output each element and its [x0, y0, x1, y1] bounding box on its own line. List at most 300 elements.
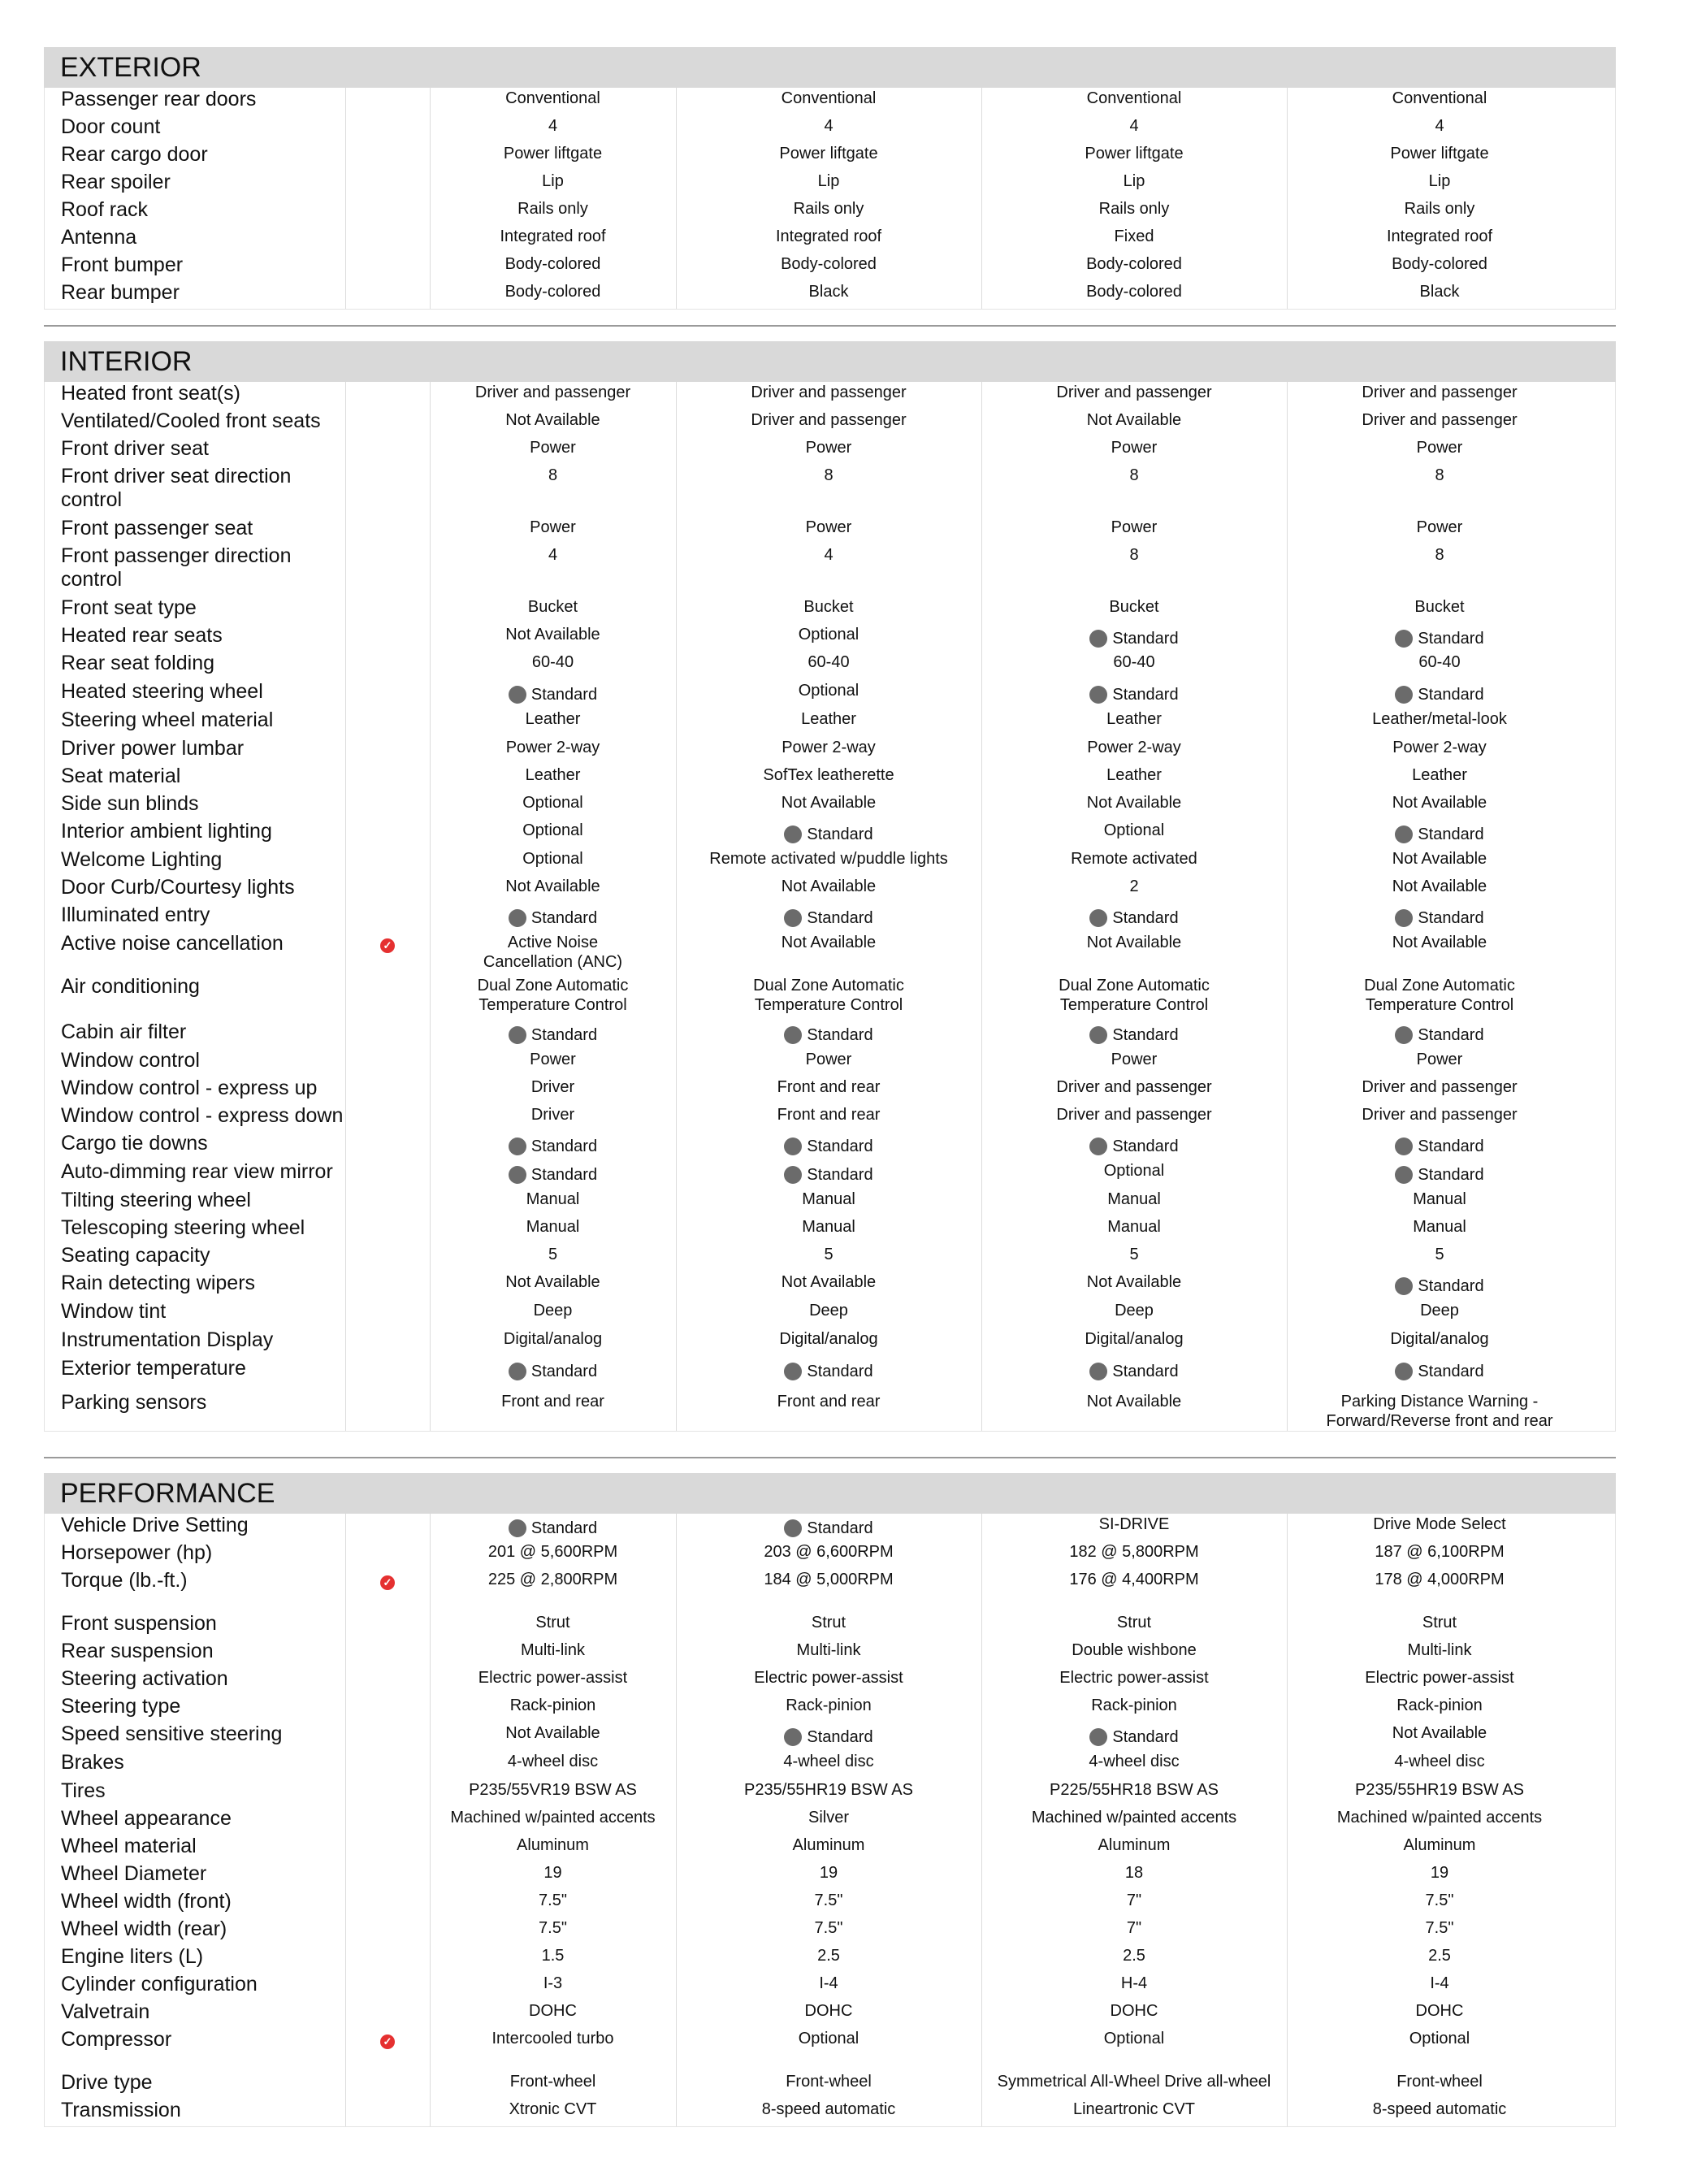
table-cell: Multi-link: [796, 1641, 861, 1659]
marker-cell: [345, 820, 430, 826]
marker-cell: [345, 1020, 430, 1027]
standard-indicator: [784, 821, 872, 844]
marker-cell: [345, 115, 430, 122]
standard-label: Standard: [1112, 909, 1179, 927]
table-cell: Optional: [522, 850, 583, 868]
table-cell: 201 @ 5,600RPM: [487, 1543, 618, 1561]
standard-dot-icon: [1395, 1363, 1413, 1380]
standard-indicator: [784, 1021, 872, 1045]
table-cell: 225 @ 2,800RPM: [487, 1571, 618, 1588]
table-cell: [981, 1020, 1287, 1049]
table-cell: [1287, 680, 1592, 708]
table-row: [45, 2028, 1615, 2071]
table-cell: Not Available: [1086, 1273, 1182, 1291]
row-label: Steering wheel material: [61, 708, 274, 731]
standard-label: Standard: [807, 1728, 873, 1746]
table-row: [45, 1890, 1615, 1918]
table-row: [45, 1272, 1615, 1300]
column-divider: [981, 88, 982, 309]
table-cell: [1287, 1357, 1592, 1385]
marker-cell: [345, 975, 430, 982]
row-label: Rain detecting wipers: [61, 1272, 256, 1294]
standard-dot-icon: [509, 909, 526, 927]
standard-dot-icon: [1089, 1363, 1107, 1380]
table-cell: Power: [1111, 1051, 1158, 1068]
table-cell: Body-colored: [504, 255, 601, 273]
column-divider: [676, 1514, 677, 2126]
marker-cell: [345, 1890, 430, 1896]
table-row: [45, 596, 1615, 624]
standard-label: Standard: [1112, 1138, 1179, 1155]
table-cell: Not Available: [1392, 1724, 1487, 1742]
standard-label: Standard: [1112, 1728, 1179, 1746]
table-cell: 60-40: [1113, 653, 1155, 671]
table-row: [45, 1514, 1615, 1541]
row-label: Side sun blinds: [61, 792, 199, 815]
row-label: Front driver seat direction control: [61, 465, 292, 511]
marker-cell: [345, 1541, 430, 1548]
table-row: [45, 1300, 1615, 1328]
table-cell: Symmetrical All-Wheel Drive all-wheel: [997, 2073, 1271, 2091]
table-cell: Driver and passenger: [474, 384, 631, 401]
table-cell: 2: [1129, 878, 1139, 895]
table-row: [45, 820, 1615, 848]
table-cell: Strut: [1116, 1614, 1152, 1632]
table-cell: 4-wheel disc: [783, 1753, 874, 1770]
row-label: Transmission: [61, 2099, 181, 2121]
row-label: Wheel appearance: [61, 1807, 232, 1830]
table-cell: Manual: [1413, 1218, 1466, 1236]
marker-cell: [345, 382, 430, 388]
standard-indicator: [509, 1514, 597, 1538]
table-cell: [430, 1020, 676, 1049]
table-cell: Power liftgate: [503, 145, 603, 162]
column-divider: [981, 382, 982, 1431]
table-row: [45, 226, 1615, 254]
table-cell: Rack-pinion: [786, 1696, 872, 1714]
row-label: Tilting steering wheel: [61, 1189, 251, 1211]
table-cell: Front and rear: [777, 1393, 881, 1410]
table-cell: Optional: [798, 626, 859, 644]
section-performance: [44, 1473, 1616, 2127]
table-cell: Xtronic CVT: [509, 2100, 597, 2118]
table-cell: 60-40: [1418, 653, 1461, 671]
standard-label: Standard: [530, 1026, 598, 1044]
table-cell: Integrated roof: [1386, 228, 1493, 245]
standard-indicator: [1395, 1358, 1483, 1381]
table-cell: Driver and passenger: [751, 411, 907, 429]
standard-indicator: [784, 904, 872, 928]
table-cell: Power: [805, 1051, 852, 1068]
marker-cell: [345, 1779, 430, 1786]
row-label: Front passenger direction control: [61, 544, 292, 591]
table-row: [45, 1973, 1615, 2000]
table-cell: Rails only: [793, 200, 864, 218]
table-cell: 1.5: [541, 1947, 565, 1965]
table-cell: Power: [530, 439, 576, 457]
row-label: Front passenger seat: [61, 517, 253, 540]
standard-dot-icon: [1395, 1277, 1413, 1295]
marker-cell: [345, 1667, 430, 1674]
table-cell: Dual Zone Automatic Temperature Control: [753, 977, 904, 1014]
table-cell: [1287, 1020, 1592, 1049]
column-divider: [1287, 88, 1288, 309]
standard-indicator: [509, 1021, 597, 1045]
row-label: Parking sensors: [61, 1391, 207, 1414]
table-cell: [676, 1357, 981, 1385]
table-cell: [676, 1020, 981, 1049]
marker-cell: [345, 1722, 430, 1729]
column-divider: [676, 88, 677, 309]
marker-cell: [345, 680, 430, 687]
marker-cell: [345, 1391, 430, 1398]
table-cell: Leather: [525, 710, 581, 728]
standard-indicator: [784, 1514, 872, 1538]
column-divider: [1287, 1514, 1288, 2126]
standard-label: Standard: [807, 1138, 873, 1155]
row-label: Rear seat folding: [61, 652, 215, 674]
table-row: [45, 932, 1615, 975]
marker-cell: [345, 1640, 430, 1646]
marker-cell: [345, 410, 430, 416]
standard-label: Standard: [807, 1519, 873, 1537]
table-cell: Not Available: [505, 878, 600, 895]
standard-indicator: [784, 1723, 872, 1747]
table-cell: 8: [1435, 466, 1444, 484]
standard-indicator: [1089, 1021, 1178, 1045]
table-row: [45, 1640, 1615, 1667]
table-cell: Driver: [530, 1078, 575, 1096]
standard-indicator: [1395, 1272, 1483, 1296]
row-label: Drive type: [61, 2071, 153, 2094]
table-cell: 8: [824, 466, 834, 484]
standard-label: Standard: [1112, 1363, 1179, 1380]
standard-label: Standard: [1418, 1138, 1484, 1155]
marker-cell: [345, 1695, 430, 1701]
section-title: PERFORMANCE: [44, 1473, 1616, 1514]
table-cell: Strut: [811, 1614, 846, 1632]
row-label: Auto-dimming rear view mirror: [61, 1160, 333, 1183]
table-cell: Black: [1419, 283, 1460, 301]
table-row: [45, 1779, 1615, 1807]
marker-cell: [345, 1357, 430, 1363]
standard-label: Standard: [1418, 1026, 1484, 1044]
table-cell: Aluminum: [792, 1836, 865, 1854]
marker-cell: [345, 624, 430, 630]
table-row: [45, 544, 1615, 596]
standard-label: Standard: [807, 909, 873, 927]
table-cell: SofTex leatherette: [763, 766, 894, 784]
section-divider: [44, 325, 1616, 327]
marker-cell: [345, 517, 430, 523]
marker-cell: [345, 88, 430, 94]
table-cell: Manual: [802, 1218, 855, 1236]
table-cell: [676, 820, 981, 848]
table-cell: Bucket: [527, 598, 578, 616]
column-divider: [1287, 382, 1288, 1431]
table-cell: Power 2-way: [1087, 739, 1181, 756]
standard-label: Standard: [807, 1363, 873, 1380]
table-cell: Not Available: [1086, 934, 1182, 951]
table-cell: 5: [1435, 1246, 1444, 1263]
table-cell: [430, 680, 676, 708]
table-cell: Multi-link: [521, 1641, 585, 1659]
table-cell: [1287, 1272, 1592, 1300]
standard-indicator: [509, 1133, 597, 1156]
table-cell: Driver and passenger: [1056, 384, 1212, 401]
standard-indicator: [1395, 904, 1483, 928]
table-cell: Electric power-assist: [1059, 1669, 1209, 1687]
table-cell: Not Available: [1392, 850, 1487, 868]
row-label: Engine liters (L): [61, 1945, 204, 1968]
marker-cell: [345, 281, 430, 288]
table-cell: Optional: [1103, 1162, 1165, 1180]
table-cell: Rails only: [517, 200, 588, 218]
table-cell: Machined w/painted accents: [450, 1809, 656, 1826]
table-cell: [1287, 904, 1592, 932]
table-row: [45, 1807, 1615, 1835]
row-label: Door count: [61, 115, 161, 138]
table-cell: [1287, 1160, 1592, 1189]
marker-cell: [345, 876, 430, 882]
table-cell: Not Available: [505, 626, 600, 644]
table-row: [45, 1722, 1615, 1751]
standard-dot-icon: [784, 1728, 802, 1746]
table-cell: Not Available: [505, 1724, 600, 1742]
table-cell: 5: [824, 1246, 834, 1263]
table-cell: [676, 1514, 981, 1542]
table-row: [45, 708, 1615, 737]
table-row: [45, 382, 1615, 410]
table-row: [45, 765, 1615, 792]
table-cell: Front-wheel: [1396, 2073, 1483, 2091]
standard-label: Standard: [1418, 630, 1484, 648]
row-label: Ventilated/Cooled front seats: [61, 410, 321, 432]
spec-table: [44, 382, 1616, 1432]
standard-indicator: [1089, 1358, 1178, 1381]
table-cell: Power: [805, 518, 852, 536]
table-cell: I-3: [543, 1974, 563, 1992]
table-cell: Power: [1416, 439, 1463, 457]
table-cell: 8-speed automatic: [1372, 2100, 1507, 2118]
row-label: Steering type: [61, 1695, 181, 1718]
table-cell: Conventional: [505, 89, 600, 107]
table-cell: Conventional: [781, 89, 877, 107]
table-cell: Power 2-way: [505, 739, 600, 756]
table-row: [45, 1667, 1615, 1695]
table-cell: Optional: [1103, 2030, 1165, 2048]
row-label: Exterior temperature: [61, 1357, 246, 1380]
table-cell: Driver and passenger: [1362, 1078, 1518, 1096]
table-cell: Power: [530, 1051, 576, 1068]
standard-indicator: [509, 1161, 597, 1185]
section-title: INTERIOR: [44, 341, 1616, 382]
row-label: Passenger rear doors: [61, 88, 257, 110]
standard-dot-icon: [509, 1363, 526, 1380]
table-cell: [981, 1722, 1287, 1751]
standard-label: Standard: [530, 686, 598, 704]
table-cell: Manual: [1107, 1218, 1161, 1236]
column-divider: [345, 382, 346, 1431]
table-cell: Front and rear: [777, 1078, 881, 1096]
table-cell: Body-colored: [1086, 283, 1182, 301]
marker-cell: [345, 226, 430, 232]
check-icon: ✓: [380, 1575, 395, 1590]
table-row: [45, 171, 1615, 198]
table-cell: 7.5": [539, 1919, 567, 1937]
table-cell: Power: [1416, 1051, 1463, 1068]
table-cell: [430, 1357, 676, 1385]
table-row: [45, 2071, 1615, 2099]
spec-sheet-page: [26, 47, 1667, 2160]
table-cell: Power 2-way: [782, 739, 876, 756]
column-divider: [345, 88, 346, 309]
standard-indicator: [1395, 625, 1483, 648]
table-cell: Front and rear: [501, 1393, 604, 1410]
table-cell: Digital/analog: [779, 1330, 878, 1348]
table-row: [45, 1541, 1615, 1569]
marker-cell: [345, 792, 430, 799]
table-cell: Body-colored: [504, 283, 601, 301]
table-cell: Drive Mode Select: [1373, 1515, 1506, 1533]
column-divider: [676, 382, 677, 1431]
marker-cell: [345, 2028, 430, 2049]
marker-cell: [345, 848, 430, 855]
table-cell: [1287, 820, 1592, 848]
table-row: [45, 1612, 1615, 1640]
table-cell: [981, 1357, 1287, 1385]
table-cell: 8: [1129, 466, 1139, 484]
table-row: [45, 437, 1615, 465]
marker-cell: [345, 737, 430, 743]
standard-label: Standard: [807, 826, 873, 843]
row-label: Wheel width (front): [61, 1890, 232, 1913]
standard-dot-icon: [509, 1138, 526, 1155]
standard-indicator: [509, 1358, 597, 1381]
table-cell: Optional: [522, 821, 583, 839]
table-cell: 8: [1435, 546, 1444, 564]
table-cell: [430, 904, 676, 932]
table-cell: Deep: [1420, 1302, 1459, 1320]
table-cell: Driver and passenger: [1362, 411, 1518, 429]
table-cell: Strut: [1422, 1614, 1457, 1632]
table-cell: Not Available: [1392, 934, 1487, 951]
table-cell: 2.5: [817, 1947, 840, 1965]
row-label: Interior ambient lighting: [61, 820, 272, 843]
section-interior: [44, 341, 1616, 1432]
standard-dot-icon: [784, 1519, 802, 1537]
standard-dot-icon: [1089, 1138, 1107, 1155]
standard-dot-icon: [1089, 909, 1107, 927]
row-label: Front seat type: [61, 596, 197, 619]
marker-cell: [345, 1835, 430, 1841]
table-cell: Driver and passenger: [1362, 384, 1518, 401]
table-cell: Not Available: [781, 794, 877, 812]
table-cell: Dual Zone Automatic Temperature Control: [1059, 977, 1210, 1014]
table-cell: Rails only: [1404, 200, 1475, 218]
table-row: [45, 198, 1615, 226]
table-cell: 4-wheel disc: [1394, 1753, 1485, 1770]
standard-indicator: [509, 904, 597, 928]
table-cell: 5: [1129, 1246, 1139, 1263]
row-label: Speed sensitive steering: [61, 1722, 283, 1745]
table-row: [45, 792, 1615, 820]
section-divider: [44, 1457, 1616, 1458]
standard-dot-icon: [1089, 1728, 1107, 1746]
table-cell: DOHC: [529, 2002, 577, 2020]
marker-cell: [345, 1328, 430, 1335]
standard-label: Standard: [1112, 686, 1179, 704]
table-row: [45, 876, 1615, 904]
table-cell: Driver: [530, 1106, 575, 1124]
marker-cell: [345, 1918, 430, 1924]
table-cell: 60-40: [808, 653, 850, 671]
row-label: Instrumentation Display: [61, 1328, 274, 1351]
table-cell: Conventional: [1392, 89, 1487, 107]
table-cell: Aluminum: [517, 1836, 589, 1854]
standard-indicator: [1395, 1133, 1483, 1156]
standard-indicator: [1089, 904, 1178, 928]
table-cell: Aluminum: [1098, 1836, 1171, 1854]
row-label: Window tint: [61, 1300, 167, 1323]
table-cell: Bucket: [1109, 598, 1159, 616]
table-cell: [1287, 1132, 1592, 1160]
table-row: [45, 465, 1615, 517]
standard-label: Standard: [530, 1363, 598, 1380]
table-cell: Dual Zone Automatic Temperature Control: [477, 977, 629, 1014]
table-row: [45, 1391, 1615, 1431]
marker-cell: [345, 1216, 430, 1223]
table-row: [45, 1189, 1615, 1216]
table-cell: Not Available: [1086, 411, 1182, 429]
marker-cell: [345, 1612, 430, 1618]
table-cell: Remote activated: [1071, 850, 1197, 868]
standard-dot-icon: [1089, 1026, 1107, 1044]
table-cell: Fixed: [1114, 228, 1154, 245]
row-label: Seating capacity: [61, 1244, 210, 1267]
standard-dot-icon: [509, 1519, 526, 1537]
row-label: Driver power lumbar: [61, 737, 245, 760]
table-cell: [430, 1514, 676, 1542]
row-label: Steering activation: [61, 1667, 228, 1690]
table-cell: Dual Zone Automatic Temperature Control: [1364, 977, 1515, 1014]
table-row: [45, 410, 1615, 437]
table-cell: [981, 904, 1287, 932]
table-row: [45, 2099, 1615, 2126]
marker-cell: [345, 765, 430, 771]
row-label: Illuminated entry: [61, 904, 210, 926]
table-cell: Rack-pinion: [1396, 1696, 1483, 1714]
table-cell: Manual: [802, 1190, 855, 1208]
table-cell: Front and rear: [777, 1106, 881, 1124]
table-cell: Machined w/painted accents: [1031, 1809, 1237, 1826]
table-cell: 203 @ 6,600RPM: [764, 1543, 894, 1561]
table-cell: Power: [805, 439, 852, 457]
table-cell: Driver and passenger: [1056, 1106, 1212, 1124]
table-cell: [430, 1132, 676, 1160]
table-cell: [676, 1722, 981, 1751]
row-label: Tires: [61, 1779, 106, 1802]
table-row: [45, 1835, 1615, 1862]
table-cell: Intercooled turbo: [491, 2030, 614, 2048]
row-label: Telescoping steering wheel: [61, 1216, 305, 1239]
marker-cell: [345, 708, 430, 715]
table-cell: Not Available: [1086, 1393, 1182, 1410]
marker-cell: [345, 171, 430, 177]
column-divider: [981, 1514, 982, 2126]
standard-label: Standard: [1418, 1277, 1484, 1295]
table-cell: Not Available: [781, 934, 877, 951]
